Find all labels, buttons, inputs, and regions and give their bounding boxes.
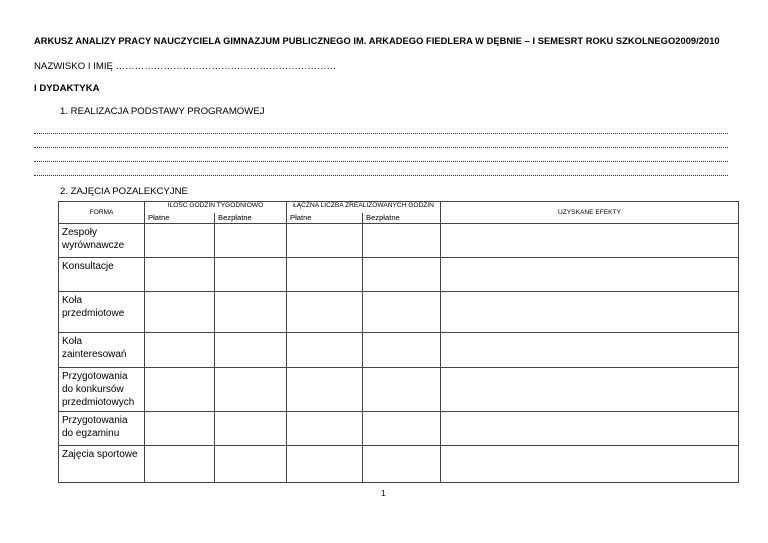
table-cell[interactable] (215, 412, 287, 446)
row-label: Zespoły wyrównawcze (59, 224, 145, 258)
row-label: Konsultacje (59, 258, 145, 292)
dotted-line (34, 175, 728, 177)
table-cell[interactable] (215, 333, 287, 368)
table-cell[interactable] (363, 224, 441, 258)
header-paid: Płatne (145, 213, 215, 224)
row-label: Przygotowania do egzaminu (59, 412, 145, 446)
table-cell[interactable] (287, 224, 363, 258)
document-title: ARKUSZ ANALIZY PRACY NAUCZYCIELA GIMNAZJUM PUBLICZNEGO IM. ARKADEGO FIEDLERA W DĘBNIE – I SEMESRT ROKU SZKOLNEGO2009/2010 (34, 36, 720, 46)
table-cell[interactable] (145, 292, 215, 333)
table-cell[interactable] (145, 412, 215, 446)
table-cell[interactable] (363, 446, 441, 483)
table-cell[interactable] (441, 368, 739, 412)
dotted-line (34, 133, 728, 135)
table-cell[interactable] (363, 412, 441, 446)
header-paid: Płatne (287, 213, 363, 224)
page-number: 1 (381, 488, 386, 498)
table-cell[interactable] (145, 446, 215, 483)
table-cell[interactable] (215, 258, 287, 292)
table-row (59, 224, 739, 258)
table-cell[interactable] (287, 258, 363, 292)
table-cell[interactable] (441, 333, 739, 368)
table-cell[interactable] (363, 292, 441, 333)
header-weekly-hours: ILOŚC GODZIN TYGODNIOWO (145, 202, 287, 213)
row-label: Koła przedmiotowe (59, 292, 145, 333)
table-cell[interactable] (441, 412, 739, 446)
table-cell[interactable] (287, 333, 363, 368)
header-effects: UZYSKANE EFEKTY (441, 202, 739, 224)
table-cell[interactable] (215, 224, 287, 258)
table-cell[interactable] (441, 292, 739, 333)
table-cell[interactable] (441, 446, 739, 483)
table-cell[interactable] (145, 258, 215, 292)
table-cell[interactable] (287, 412, 363, 446)
header-forma: FORMA (59, 202, 145, 224)
table-cell[interactable] (363, 258, 441, 292)
dotted-line (34, 147, 728, 149)
table-cell[interactable] (215, 292, 287, 333)
table-cell[interactable] (287, 368, 363, 412)
table-cell[interactable] (145, 368, 215, 412)
table-cell[interactable] (441, 224, 739, 258)
table-row (59, 446, 739, 483)
table-cell[interactable] (145, 224, 215, 258)
row-label: Koła zainteresowań (59, 333, 145, 368)
section-title: I DYDAKTYKA (34, 83, 100, 94)
table-row (59, 292, 739, 333)
table-cell[interactable] (363, 368, 441, 412)
dotted-line (34, 161, 728, 163)
table-row (59, 258, 739, 292)
table-cell[interactable] (215, 368, 287, 412)
activities-table (58, 201, 739, 483)
row-label: Przygotowania do konkursów przedmiotowych (59, 368, 145, 412)
header-unpaid: Bezpłatne (363, 213, 441, 224)
name-field-line: NAZWISKO I IMIĘ …………………………………………………………… (34, 61, 337, 72)
table-cell[interactable] (287, 292, 363, 333)
header-unpaid: Bezpłatne (215, 213, 287, 224)
heading-curriculum: 1. REALIZACJA PODSTAWY PROGRAMOWEJ (60, 106, 265, 117)
row-label: Zajęcia sportowe (59, 446, 145, 483)
table-row (59, 368, 739, 412)
table-row (59, 333, 739, 368)
heading-extracurricular: 2. ZAJĘCIA POZALEKCYJNE (60, 186, 188, 197)
table-cell[interactable] (287, 446, 363, 483)
table-cell[interactable] (145, 333, 215, 368)
table-cell[interactable] (215, 446, 287, 483)
table-cell[interactable] (363, 333, 441, 368)
header-total-hours: ŁĄCZNA LICZBA ZREALIZOWANYCH GODZIN (287, 202, 441, 213)
table-row (59, 412, 739, 446)
table-cell[interactable] (441, 258, 739, 292)
